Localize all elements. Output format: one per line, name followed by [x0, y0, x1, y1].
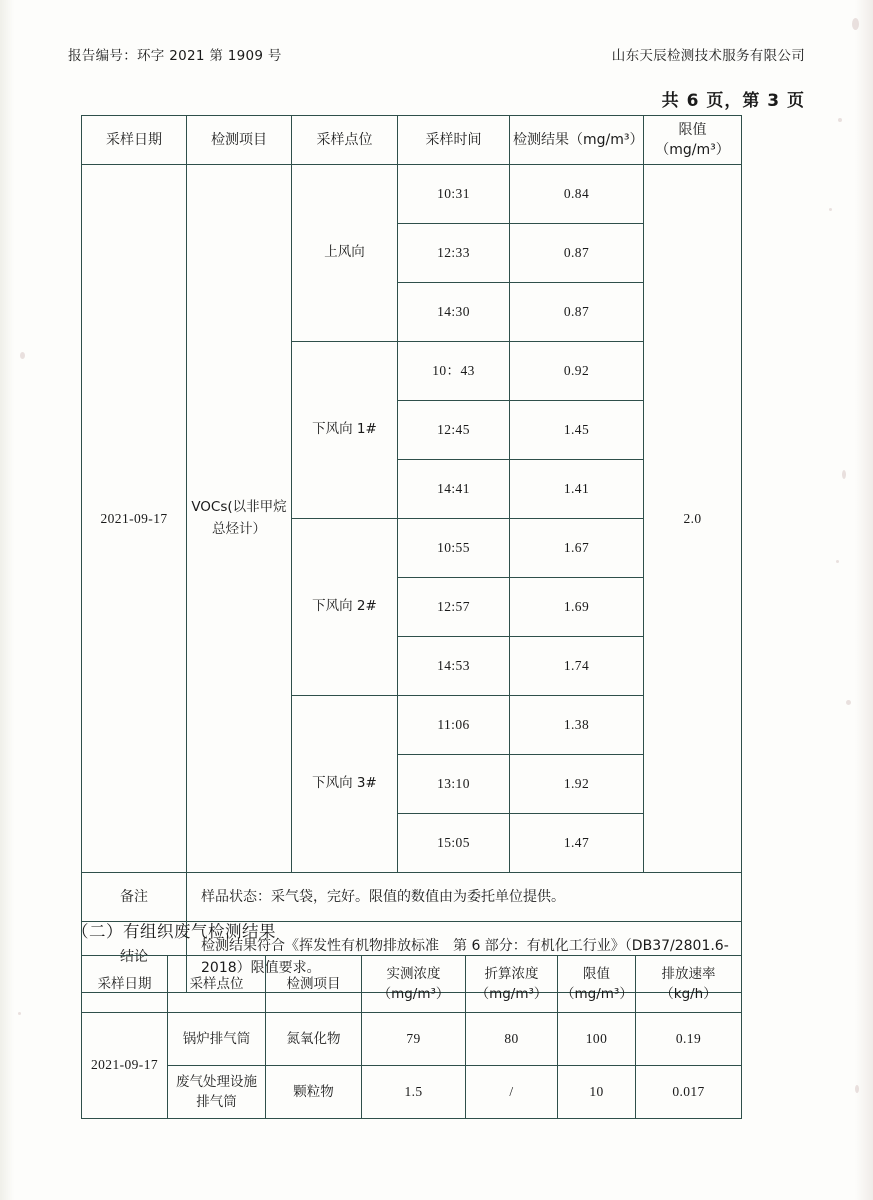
test-item: VOCs(以非甲烷总烃计） — [187, 165, 292, 873]
document-header — [68, 44, 805, 64]
col-sampling-date: 采样日期 — [82, 116, 187, 165]
result-value: 1.45 — [510, 401, 644, 460]
scan-speck — [838, 118, 842, 122]
converted-value: / — [466, 1066, 558, 1119]
col-test-item: 检测项目 — [187, 116, 292, 165]
col-converted-concentration — [466, 956, 558, 1013]
company-name: 山东天辰检测技术服务有限公司 — [611, 48, 805, 64]
report-number: 报告编号：环字 2021 第 1909 号 — [68, 48, 282, 64]
result-value: 1.41 — [510, 460, 644, 519]
unorganized-results-table — [81, 115, 742, 993]
organized-results-table — [81, 955, 742, 1119]
scan-speck — [842, 470, 846, 479]
conclusion-text: 检测结果符合《挥发性有机物排放标准 第 6 部分：有机化工行业》（DB37/2801.6-2018）限值要求。 — [187, 922, 742, 993]
col-measured-concentration — [362, 956, 466, 1013]
sampling-time: 10：43 — [398, 342, 510, 401]
scan-edge-right — [855, 0, 873, 1200]
sampling-point: 下风向 1# — [292, 342, 398, 519]
result-value: 0.87 — [510, 224, 644, 283]
result-value: 1.69 — [510, 578, 644, 637]
scan-speck — [846, 700, 851, 705]
conclusion-label: 结论 — [82, 922, 187, 993]
col-sampling-point: 采样点位 — [292, 116, 398, 165]
test-item: 颗粒物 — [266, 1066, 362, 1119]
sampling-point: 上风向 — [292, 165, 398, 342]
sampling-time: 10:55 — [398, 519, 510, 578]
table-row — [82, 1066, 742, 1119]
sampling-time: 12:57 — [398, 578, 510, 637]
result-value: 1.67 — [510, 519, 644, 578]
scan-speck — [18, 1012, 21, 1015]
table-row — [82, 1013, 742, 1066]
table-header-row — [82, 116, 742, 165]
col-sampling-point — [168, 956, 266, 1013]
scan-edge-left — [0, 0, 14, 1200]
table-header-row — [82, 956, 742, 1013]
sampling-date: 2021-09-17 — [82, 165, 187, 873]
col-result: 检测结果（mg/m³） — [510, 116, 644, 165]
table-row — [82, 165, 742, 224]
note-row — [82, 873, 742, 922]
col-test-item — [266, 956, 362, 1013]
col-test-item-label: 检测项目 — [286, 975, 341, 992]
col-limit — [558, 956, 636, 1013]
scan-speck — [20, 352, 25, 359]
limit-value: 100 — [558, 1013, 636, 1066]
measured-value: 1.5 — [362, 1066, 466, 1119]
col-limit-label: 限值 — [583, 965, 610, 982]
page-marker: 共 6 页，第 3 页 — [661, 91, 805, 111]
sampling-time: 15:05 — [398, 814, 510, 873]
sampling-time: 12:45 — [398, 401, 510, 460]
col-sampling-date-label: 采样日期 — [97, 975, 152, 992]
result-value: 1.92 — [510, 755, 644, 814]
result-value: 0.87 — [510, 283, 644, 342]
result-value: 1.47 — [510, 814, 644, 873]
col-emission-rate — [636, 956, 742, 1013]
sampling-point: 废气处理设施排气筒 — [168, 1066, 266, 1119]
sampling-time: 14:41 — [398, 460, 510, 519]
sampling-time: 10:31 — [398, 165, 510, 224]
sampling-point: 下风向 3# — [292, 696, 398, 873]
result-value: 0.92 — [510, 342, 644, 401]
sampling-time: 14:30 — [398, 283, 510, 342]
sampling-time: 14:53 — [398, 637, 510, 696]
col-measured-concentration-label: 实测浓度 — [386, 965, 441, 982]
sampling-time: 13:10 — [398, 755, 510, 814]
result-value: 1.74 — [510, 637, 644, 696]
emission-rate-value: 0.017 — [636, 1066, 742, 1119]
measured-value: 79 — [362, 1013, 466, 1066]
converted-value: 80 — [466, 1013, 558, 1066]
scan-speck — [829, 208, 832, 211]
col-measured-concentration-unit: （mg/m³） — [377, 986, 450, 1002]
col-limit: 限值（mg/m³） — [644, 116, 742, 165]
col-converted-concentration-unit: （mg/m³） — [475, 986, 548, 1002]
note-label: 备注 — [82, 873, 187, 922]
col-emission-rate-label: 排放速率 — [661, 965, 716, 982]
col-emission-rate-unit: （kg/h） — [660, 986, 717, 1002]
col-sampling-point-label: 采样点位 — [189, 975, 244, 992]
result-value: 0.84 — [510, 165, 644, 224]
sampling-date: 2021-09-17 — [82, 1013, 168, 1119]
scan-speck — [855, 1085, 859, 1093]
emission-rate-value: 0.19 — [636, 1013, 742, 1066]
col-limit-unit: （mg/m³） — [561, 986, 633, 1002]
scan-speck — [852, 18, 859, 30]
note-text: 样品状态：采气袋，完好。限值的数值由为委托单位提供。 — [187, 873, 742, 922]
col-converted-concentration-label: 折算浓度 — [484, 965, 539, 982]
result-value: 1.38 — [510, 696, 644, 755]
col-sampling-time: 采样时间 — [398, 116, 510, 165]
scan-speck — [836, 560, 839, 563]
limit-value: 2.0 — [644, 165, 742, 873]
section-title: （二）有组织废气检测结果 — [72, 922, 276, 941]
test-item: 氮氧化物 — [266, 1013, 362, 1066]
sampling-time: 12:33 — [398, 224, 510, 283]
col-sampling-date — [82, 956, 168, 1013]
sampling-point: 锅炉排气筒 — [168, 1013, 266, 1066]
sampling-time: 11:06 — [398, 696, 510, 755]
sampling-point: 下风向 2# — [292, 519, 398, 696]
limit-value: 10 — [558, 1066, 636, 1119]
